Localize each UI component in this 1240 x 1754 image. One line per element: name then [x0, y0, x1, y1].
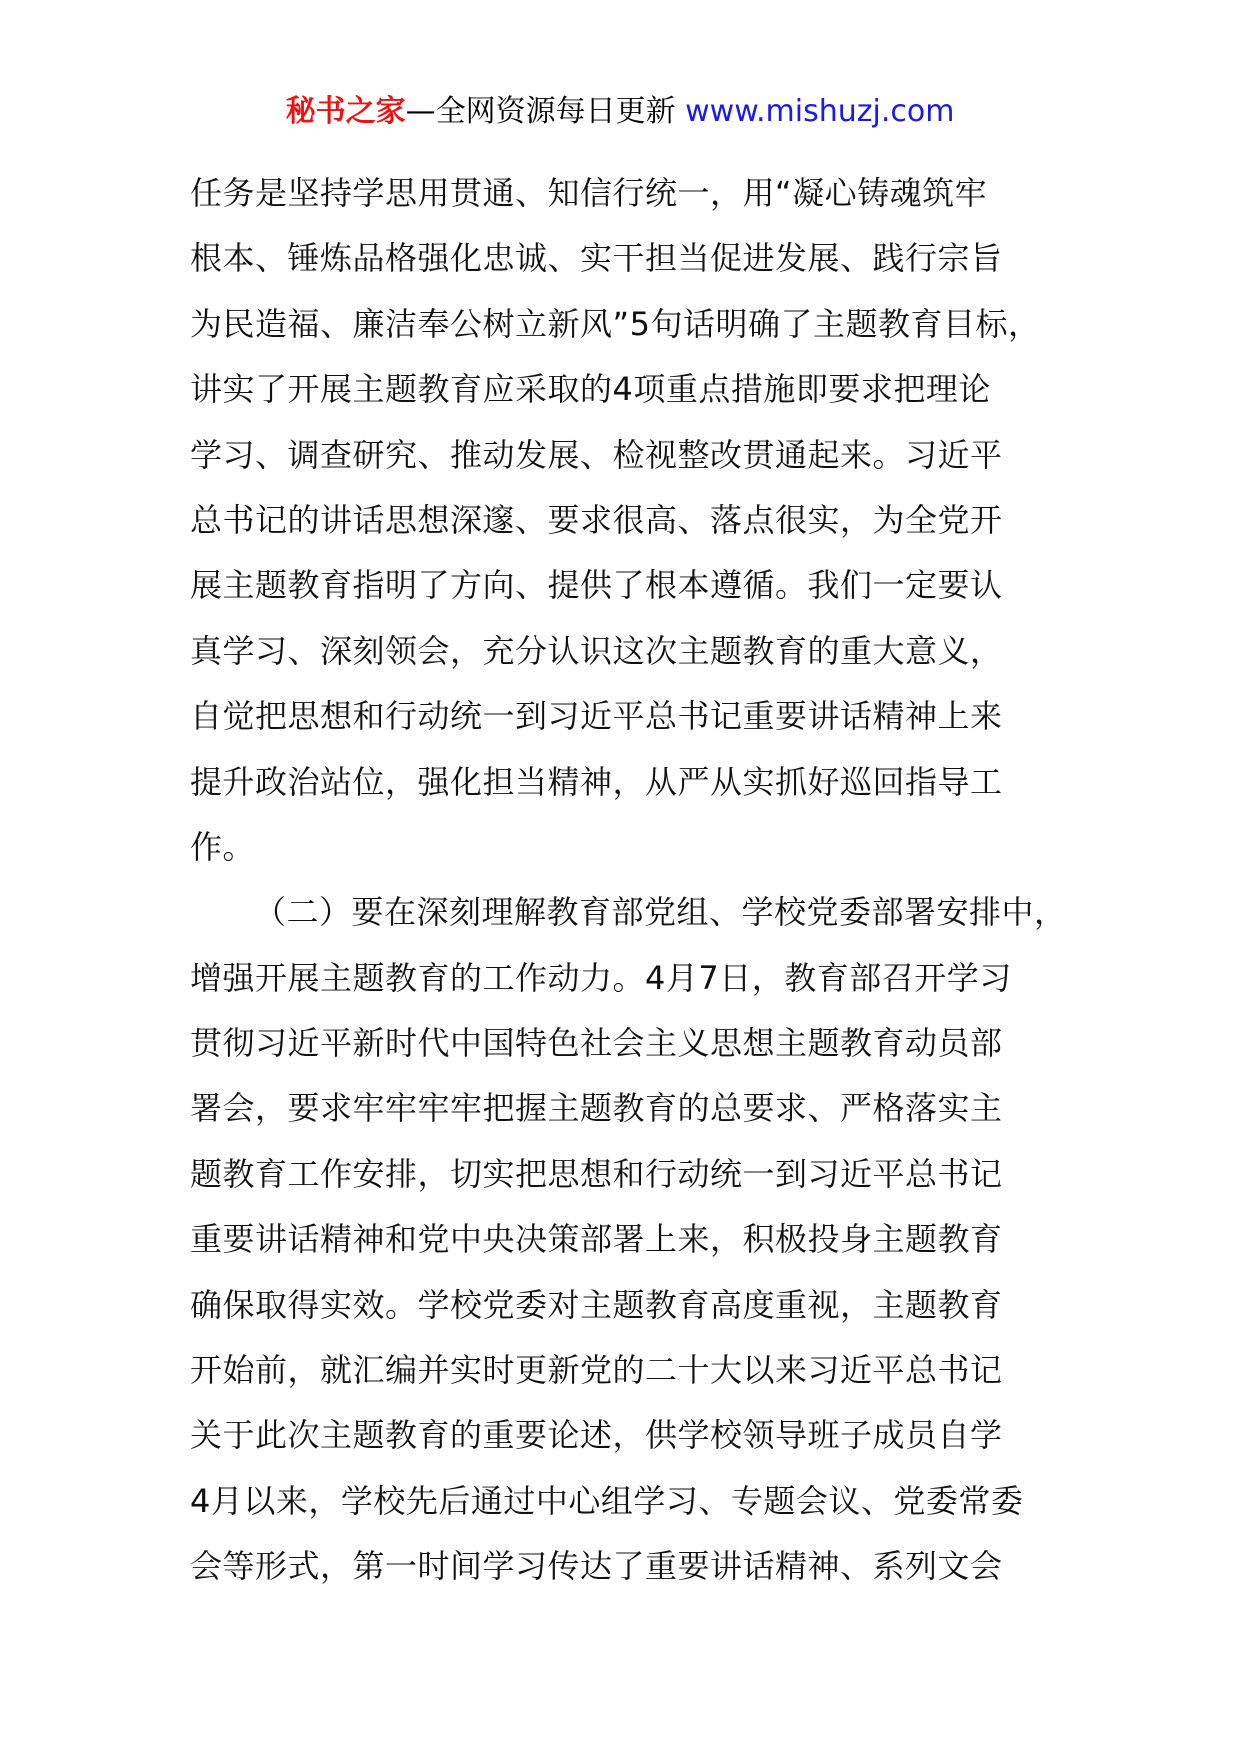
text-line: 作。 [190, 827, 256, 866]
text-line: 4月以来，学校先后通过中心组学习、专题会议、党委常委 [190, 1481, 1024, 1520]
text-line: 真学习、深刻领会，充分认识这次主题教育的重大意义， [190, 631, 1003, 670]
text-line: 开始前，就汇编并实时更新党的二十大以来习近平总书记 [190, 1351, 1003, 1390]
text-line: 确保取得实效。学校党委对主题教育高度重视，主题教育 [190, 1285, 1003, 1324]
site-tagline: —全网资源每日更新 [405, 94, 686, 129]
text-line: 任务是坚持学思用贯通、知信行统一，用“凝心铸魂筑牢 [190, 174, 988, 212]
text-line: 根本、锤炼品格强化忠诚、实干担当促进发展、践行宗旨 [190, 239, 1003, 278]
text-line: 题教育工作安排，切实把思想和行动统一到习近平总书记 [190, 1154, 1003, 1193]
text-line: 重要讲话精神和党中央决策部署上来，积极投身主题教育 [190, 1220, 1003, 1259]
text-line: 增强开展主题教育的工作动力。4月7日，教育部召开学习 [190, 958, 1012, 997]
text-line: 自觉把思想和行动统一到习近平总书记重要讲话精神上来 [190, 697, 1003, 736]
text-line: 学习、调查研究、推动发展、检视整改贯通起来。习近平 [190, 435, 1003, 474]
site-brand: 秘书之家 [285, 94, 406, 129]
document-body [190, 161, 1090, 1600]
site-header [0, 92, 1240, 132]
text-line: 讲实了开展主题教育应采取的4项重点措施即要求把理论 [190, 370, 991, 409]
section-heading-line: （二）要在深刻理解教育部党组、学校党委部署安排中， [254, 893, 1067, 932]
text-line: 署会，要求牢牢牢牢把握主题教育的总要求、严格落实主 [190, 1089, 1003, 1128]
text-line: 总书记的讲话思想深邃、要求很高、落点很实，为全党开 [190, 500, 1003, 539]
text-line: 贯彻习近平新时代中国特色社会主义思想主题教育动员部 [190, 1024, 1003, 1063]
text-line: 会等形式，第一时间学习传达了重要讲话精神、系列文会 [190, 1547, 1003, 1586]
text-line: 为民造福、廉洁奉公树立新风”5句话明确了主题教育目标， [190, 304, 1041, 343]
text-line: 关于此次主题教育的重要论述，供学校领导班子成员自学 [190, 1416, 1003, 1455]
site-url-link[interactable]: www.mishuzj.com [685, 94, 955, 129]
text-line: 提升政治站位，强化担当精神，从严从实抓好巡回指导工 [190, 762, 1003, 801]
text-line: 展主题教育指明了方向、提供了根本遵循。我们一定要认 [190, 566, 1003, 605]
